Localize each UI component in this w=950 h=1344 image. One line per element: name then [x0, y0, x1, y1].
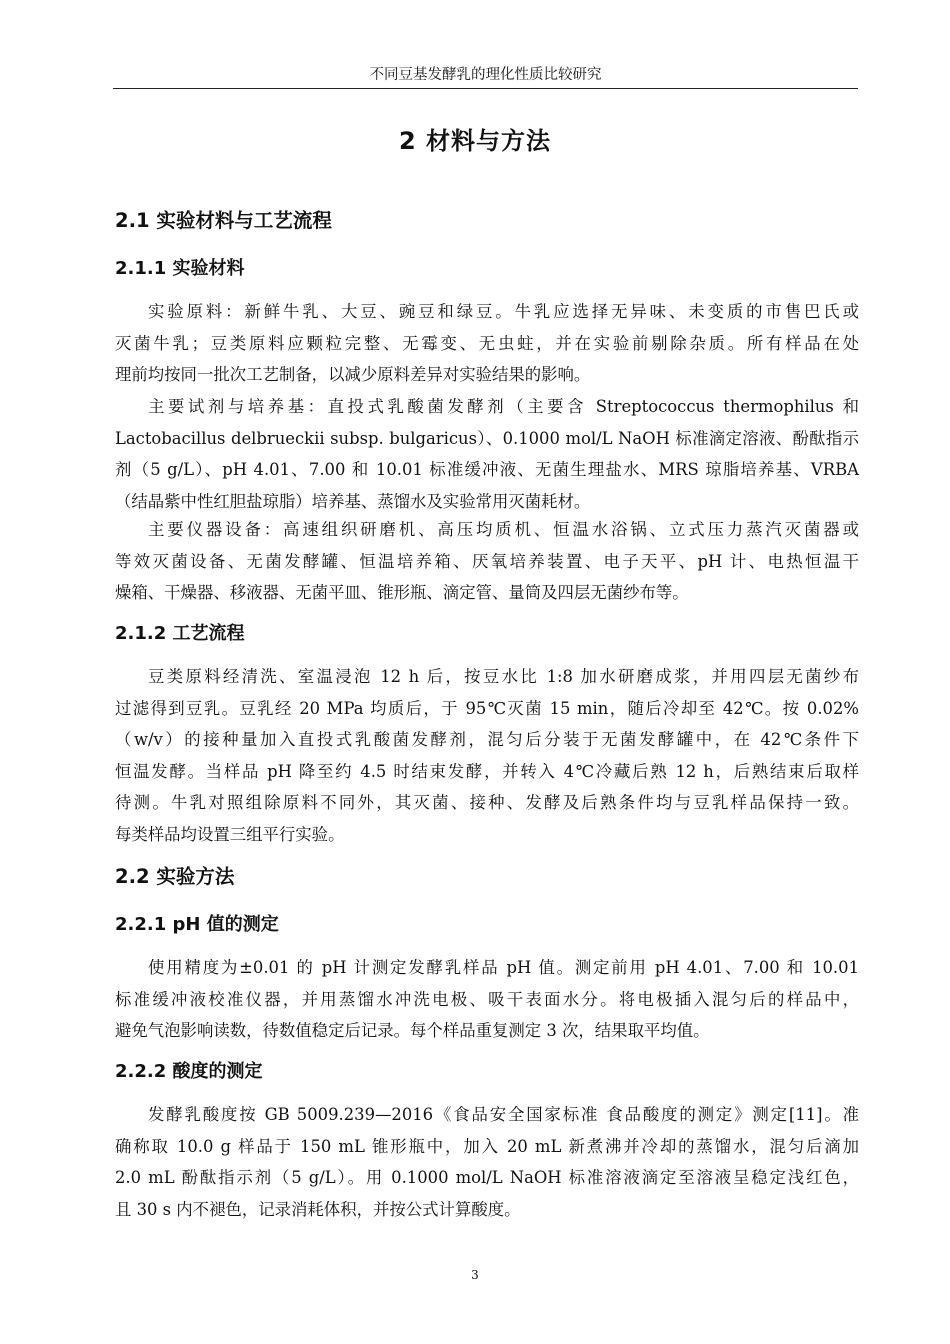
text-line: 主要仪器设备：高速组织研磨机、高压均质机、恒温水浴锅、立式压力蒸汽灭菌器或: [148, 520, 859, 539]
text-line: 且 30 s 内不褪色，记录消耗体积，并按公式计算酸度。: [115, 1199, 521, 1219]
text-line: 发酵乳酸度按 GB 5009.239—2016《食品安全国家标准 食品酸度的测定》测定[11]。准: [148, 1105, 859, 1124]
text-line: 豆类原料经清洗、室温浸泡 12 h 后，按豆水比 1:8 加水研磨成浆，并用四层无菌纱布: [148, 667, 859, 686]
text-line: 灭菌牛乳；豆类原料应颗粒完整、无霉变、无虫蛀，并在实验前剔除杂质。所有样品在处: [115, 333, 859, 353]
text-line: Lactobacillus delbrueckii subsp. bulgaricus）、0.1000 mol/L NaOH 标准滴定溶液、酚酞指示: [115, 428, 859, 448]
text-line: 实验原料：新鲜牛乳、大豆、豌豆和绿豆。牛乳应选择无异味、未变质的市售巴氏或: [148, 302, 859, 321]
text-line: 理前均按同一批次工艺制备，以减少原料差异对实验结果的影响。: [115, 365, 591, 384]
text-line: 每类样品均设置三组平行实验。: [115, 824, 345, 844]
text-line: 过滤得到豆乳。豆乳经 20 MPa 均质后，于 95℃灭菌 15 min，随后冷却至 42℃。按 0.02%: [115, 698, 859, 718]
section-heading-2-1-1: 2.1.1 实验材料: [115, 258, 245, 279]
text-line: 使用精度为±0.01 的 pH 计测定发酵乳样品 pH 值。测定前用 pH 4.01、7.00 和 10.01: [148, 958, 859, 977]
text-line: 避免气泡影响读数，待数值稳定后记录。每个样品重复测定 3 次，结果取平均值。: [115, 1021, 710, 1040]
section-heading-2-2: 2.2 实验方法: [115, 865, 235, 888]
paragraph-ph-method: [115, 952, 859, 1047]
paragraph-reagents: [115, 391, 859, 517]
paragraph-equipment: [115, 514, 859, 609]
section-heading-2-1: 2.1 实验材料与工艺流程: [115, 209, 332, 232]
paragraph-process: [115, 661, 859, 850]
text-line: 主要试剂与培养基：直投式乳酸菌发酵剂（主要含 Streptococcus thermophilus 和: [148, 397, 859, 416]
text-line: 待测。牛乳对照组除原料不同外，其灭菌、接种、发酵及后熟条件均与豆乳样品保持一致。: [115, 793, 859, 812]
section-heading-2-2-1: 2.2.1 pH 值的测定: [115, 914, 279, 935]
section-heading-2-2-2: 2.2.2 酸度的测定: [115, 1061, 263, 1082]
text-line: 剂（5 g/L）、pH 4.01、7.00 和 10.01 标准缓冲液、无菌生理盐水、MRS 琼脂培养基、VRBA: [115, 460, 859, 479]
text-line: （w/v）的接种量加入直投式乳酸菌发酵剂，混匀后分装于无菌发酵罐中，在 42℃条件下: [115, 730, 859, 749]
text-line: 2.0 mL 酚酞指示剂（5 g/L）。用 0.1000 mol/L NaOH 标准溶液滴定至溶液呈稳定浅红色，: [115, 1168, 859, 1187]
paragraph-acidity-method: [115, 1099, 859, 1225]
page-number: 3: [471, 1268, 479, 1282]
section-heading-2-1-2: 2.1.2 工艺流程: [115, 623, 245, 644]
chapter-title: 2 材料与方法: [398, 127, 552, 155]
text-line: 燥箱、干燥器、移液器、无菌平皿、锥形瓶、滴定管、量筒及四层无菌纱布等。: [115, 583, 689, 602]
text-line: （结晶紫中性红胆盐琼脂）培养基、蒸馏水及实验常用灭菌耗材。: [115, 491, 591, 511]
text-line: 确称取 10.0 g 样品于 150 mL 锥形瓶中，加入 20 mL 新煮沸并冷却的蒸馏水，混匀后滴加: [115, 1136, 859, 1156]
text-line: 等效灭菌设备、无菌发酵罐、恒温培养箱、厌氧培养装置、电子天平、pH 计、电热恒温干: [115, 551, 859, 571]
text-line: 标准缓冲液校准仪器，并用蒸馏水冲洗电极、吸干表面水分。将电极插入混匀后的样品中，: [115, 989, 859, 1009]
text-line: 恒温发酵。当样品 pH 降至约 4.5 时结束发酵，并转入 4℃冷藏后熟 12 h，后熟结束后取样: [115, 761, 859, 781]
paragraph-materials: [115, 296, 859, 391]
running-header: 不同豆基发酵乳的理化性质比较研究: [113, 62, 858, 89]
